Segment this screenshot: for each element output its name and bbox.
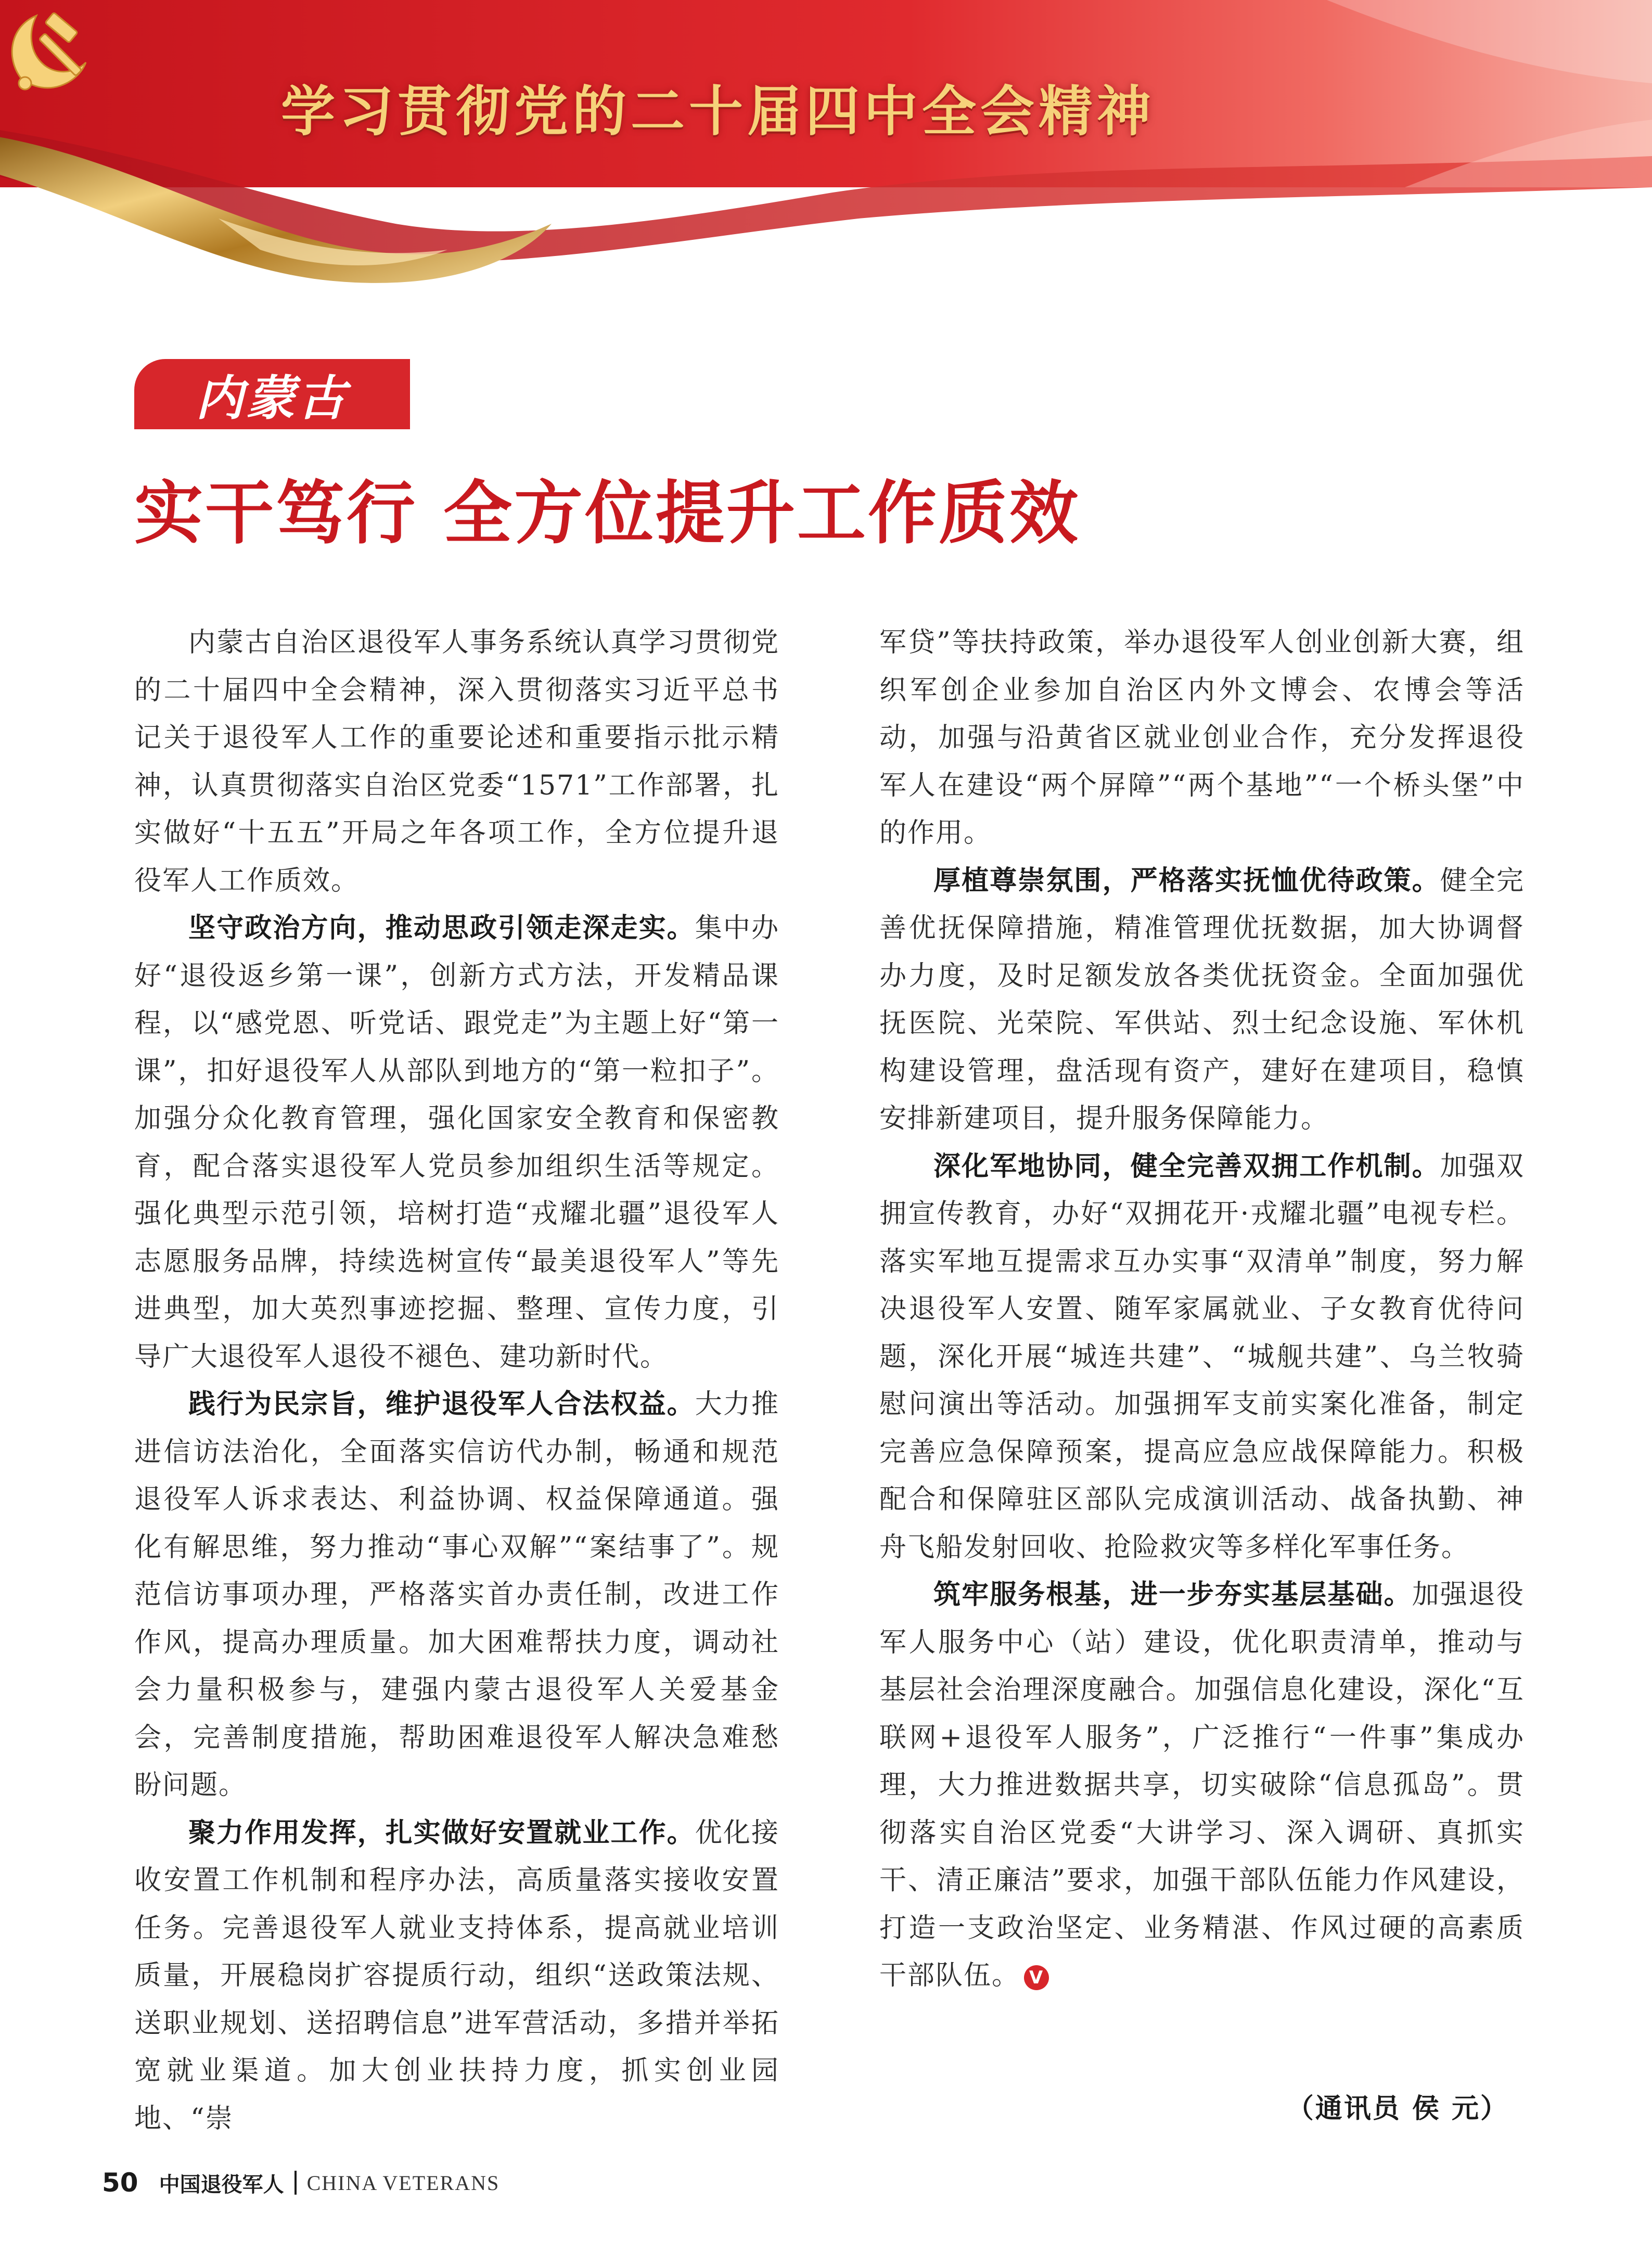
right-column: [879, 619, 1525, 2000]
region-tag: [134, 359, 410, 429]
magazine-name-en: CHINA VETERANS: [306, 2171, 500, 2195]
paragraph-lead: 厚植尊崇氛围，严格落实抚恤优待政策。: [933, 865, 1440, 896]
paragraph-lead: 筑牢服务根基，进一步夯实基层基础。: [933, 1579, 1412, 1610]
end-mark-icon: V: [1024, 1965, 1049, 1990]
page-footer: [102, 2164, 500, 2201]
paragraph-lead: 深化军地协同，健全完善双拥工作机制。: [933, 1150, 1440, 1182]
magazine-name-cn: 中国退役军人: [159, 2172, 284, 2197]
page-number: 50: [102, 2168, 138, 2198]
footer-divider: [294, 2171, 297, 2195]
article-headline: 实干笃行 全方位提升工作质效: [134, 473, 1080, 554]
paragraph-military-civil: 深化军地协同，健全完善双拥工作机制。加强双拥宣传教育，办好“双拥花开·戎耀北疆”电视专栏。落实军地互提需求互办实事“双清单”制度，努力解决退役军人安置、随军家属就业、子女教育优待问题，深化开展“城连共建”、“城舰共建”、乌兰牧骑慰问演出等活动。加强拥军支前实案化准备，制定完善应急保障预案，提高应急应战保障能力。积极配合和保障驻区部队完成演训活动、战备执勤、神舟飞船发射回收、抢险救灾等多样化军事任务。: [879, 1150, 1525, 1563]
paragraph-grassroots: 筑牢服务根基，进一步夯实基层基础。加强退役军人服务中心（站）建设，优化职责清单，推动与基层社会治理深度融合。加强信息化建设，深化“互联网+退役军人服务”，广泛推行“一件事”集成办理，大力推进数据共享，切实破除“信息孤岛”。贯彻落实自治区党委“大讲学习、深入调研、真抓实干、清正廉洁”要求，加强干部队伍能力作风建设，打造一支政治坚定、业务精湛、作风过硬的高素质干部队伍。 V: [879, 1579, 1525, 1991]
paragraph-rights: 践行为民宗旨，维护退役军人合法权益。大力推进信访法治化，全面落实信访代办制，畅通和规范退役军人诉求表达、利益协调、权益保障通道。强化有解思维，努力推动“事心双解”“案结事了”。规范信访事项办理，严格落实首办责任制，改进工作作风，提高办理质量。加大困难帮扶力度，调动社会力量积极参与，建强内蒙古退役军人关爱基金会，完善制度措施，帮助困难退役军人解决急难愁盼问题。: [134, 1389, 779, 1801]
paragraph-lead: 坚守政治方向，推动思政引领走深走实。: [188, 913, 695, 944]
paragraph-honor: 厚植尊崇氛围，严格落实抚恤优待政策。健全完善优抚保障措施，精准管理优抚数据，加大协调督办力度，及时足额发放各类优抚资金。全面加强优抚医院、光荣院、军供站、烈士纪念设施、军休机构建设管理，盘活现有资产，建好在建项目，稳慎安排新建项目，提升服务保障能力。: [879, 865, 1525, 1134]
byline: （通讯员 侯 元）: [1286, 2093, 1509, 2124]
paragraph-lead: 聚力作用发挥，扎实做好安置就业工作。: [188, 1817, 695, 1849]
top-banner: [0, 0, 1652, 291]
paragraph-intro: 内蒙古自治区退役军人事务系统认真学习贯彻党的二十届四中全会精神，深入贯彻落实习近平总书记关于退役军人工作的重要论述和重要指示批示精神，认真贯彻落实自治区党委“1571”工作部署，扎实做好“十五五”开局之年各项工作，全方位提升退役军人工作质效。: [134, 627, 779, 896]
hammer-sickle-icon: [0, 0, 104, 104]
paragraph-lead: 践行为民宗旨，维护退役军人合法权益。: [188, 1389, 695, 1420]
banner-title: 学习贯彻党的二十届四中全会精神: [281, 80, 1156, 143]
region-tag-label: 内蒙古: [195, 370, 349, 426]
paragraph-employment-continued: 军贷”等扶持政策，举办退役军人创业创新大赛，组织军创企业参加自治区内外文博会、农博会等活动，加强与沿黄省区就业创业合作，充分发挥退役军人在建设“两个屏障”“两个基地”“一个桥头堡”中的作用。: [879, 627, 1525, 849]
paragraph-political: 坚守政治方向，推动思政引领走深走实。集中办好“退役返乡第一课”，创新方式方法，开发精品课程，以“感党恩、听党话、跟党走”为主题上好“第一课”，扣好退役军人从部队到地方的“第一粒扣子”。加强分众化教育管理，强化国家安全教育和保密教育，配合落实退役军人党员参加组织生活等规定。强化典型示范引领，培树打造“戎耀北疆”退役军人志愿服务品牌，持续选树宣传“最美退役军人”等先进典型，加大英烈事迹挖掘、整理、宣传力度，引导广大退役军人退役不褪色、建功新时代。: [134, 913, 779, 1373]
banner-background: [0, 0, 1652, 291]
paragraph-employment: 聚力作用发挥，扎实做好安置就业工作。优化接收安置工作机制和程序办法，高质量落实接收安置任务。完善退役军人就业支持体系，提高就业培训质量，开展稳岗扩容提质行动，组织“送政策法规、送职业规划、送招聘信息”进军营活动，多措并举拓宽就业渠道。加大创业扶持力度，抓实创业园地、“崇: [134, 1817, 779, 2134]
left-column: [134, 619, 779, 2143]
